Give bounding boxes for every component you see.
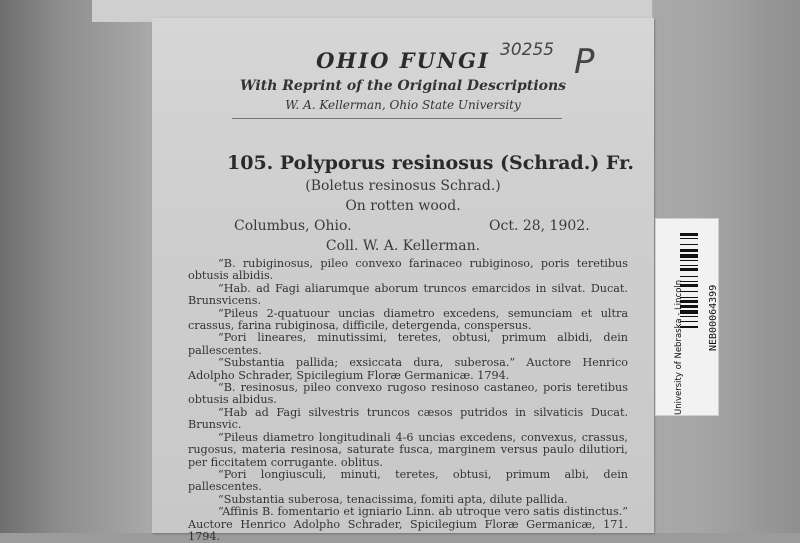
description-paragraph: “Pori longiusculi, minuti, teretes, obtusi, primum albi, dein pallescentes. — [188, 467, 628, 494]
description-paragraph: “Pileus 2-quatuour uncias diametro excedens, semunciam et ultra crassus, farina rubiginosa, difficile, detergenda, conspersus. — [188, 306, 628, 333]
barcode-stripe — [680, 249, 698, 252]
original-description — [188, 258, 628, 543]
collection-date: Oct. 28, 1902. — [489, 218, 590, 234]
description-paragraph: “Pileus diametro longitudinali 4-6 uncias excedens, convexus, crassus, rugosus, materia resinosa, saturate fusca, marginem versus paulo dilutiori, per ficcitatem corrugante. oblitus. — [188, 430, 628, 469]
description-paragraph: “Affinis B. fomentario et igniario Linn. ab utroque vero satis distinctus.” Auctore Henrico Adolpho Schrader, Spicilegium Floræ Germanicæ, 171. 1794. — [188, 505, 628, 543]
barcode-stripe — [680, 265, 698, 266]
label-subtitle: With Reprint of the Original Descriptions — [239, 78, 567, 94]
handwritten-accession: 30255 — [500, 40, 555, 60]
barcode-stripe — [680, 244, 698, 245]
label-title: OHIO FUNGI — [316, 48, 490, 73]
barcode-stripe — [680, 268, 698, 271]
description-paragraph: “B. resinosus, pileo convexo rugoso resinoso castaneo, poris teretibus obtusis albidus. — [188, 381, 628, 407]
description-paragraph: “Substantia pallida; exsiccata dura, suberosa.” Auctore Henrico Adolpho Schrader, Spicilegium Floræ Germanicæ. 1794. — [188, 356, 628, 382]
handwritten-mark: P — [574, 42, 595, 82]
barcode-institution: University of Nebraska - Lincoln — [674, 279, 684, 415]
collector: Coll. W. A. Kellerman. — [325, 238, 481, 254]
divider — [232, 118, 562, 119]
description-paragraph: “Substantia suberosa, tenacissima, fomiti apta, dilute pallida. — [218, 492, 568, 506]
description-paragraph: “Pori lineares, minutissimi, teretes, obtusi, primum albidi, dein pallescentes. — [188, 331, 628, 357]
barcode-stripe — [680, 260, 698, 261]
substrate: On rotten wood. — [345, 198, 461, 214]
description-paragraph: “Hab ad Fagi silvestris truncos cæsos putridos in silvaticis Ducat. Brunsvic. — [188, 405, 628, 432]
description-paragraph: “Hab. ad Fagi aliarumque aborum truncos emarcidos in silvat. Ducat. Brunsvicens. — [188, 281, 628, 308]
barcode-stripe — [680, 233, 698, 236]
specimen-label — [152, 18, 654, 543]
barcode-stripe — [680, 238, 698, 239]
label-author: W. A. Kellerman, Ohio State University — [285, 98, 521, 112]
barcode-label — [655, 218, 719, 416]
description-paragraph: “B. rubiginosus, pileo convexo farinaceo rubiginoso, poris teretibus obtusis albidis. — [188, 257, 628, 283]
barcode-number: NEB00064399 — [708, 284, 719, 351]
barcode-stripe — [680, 276, 698, 277]
barcode-stripe — [680, 254, 698, 258]
species-name: 105. Polyporus resinosus (Schrad.) Fr. — [227, 152, 634, 174]
basionym: (Boletus resinosus Schrad.) — [305, 178, 501, 194]
locality: Columbus, Ohio. — [234, 218, 352, 234]
